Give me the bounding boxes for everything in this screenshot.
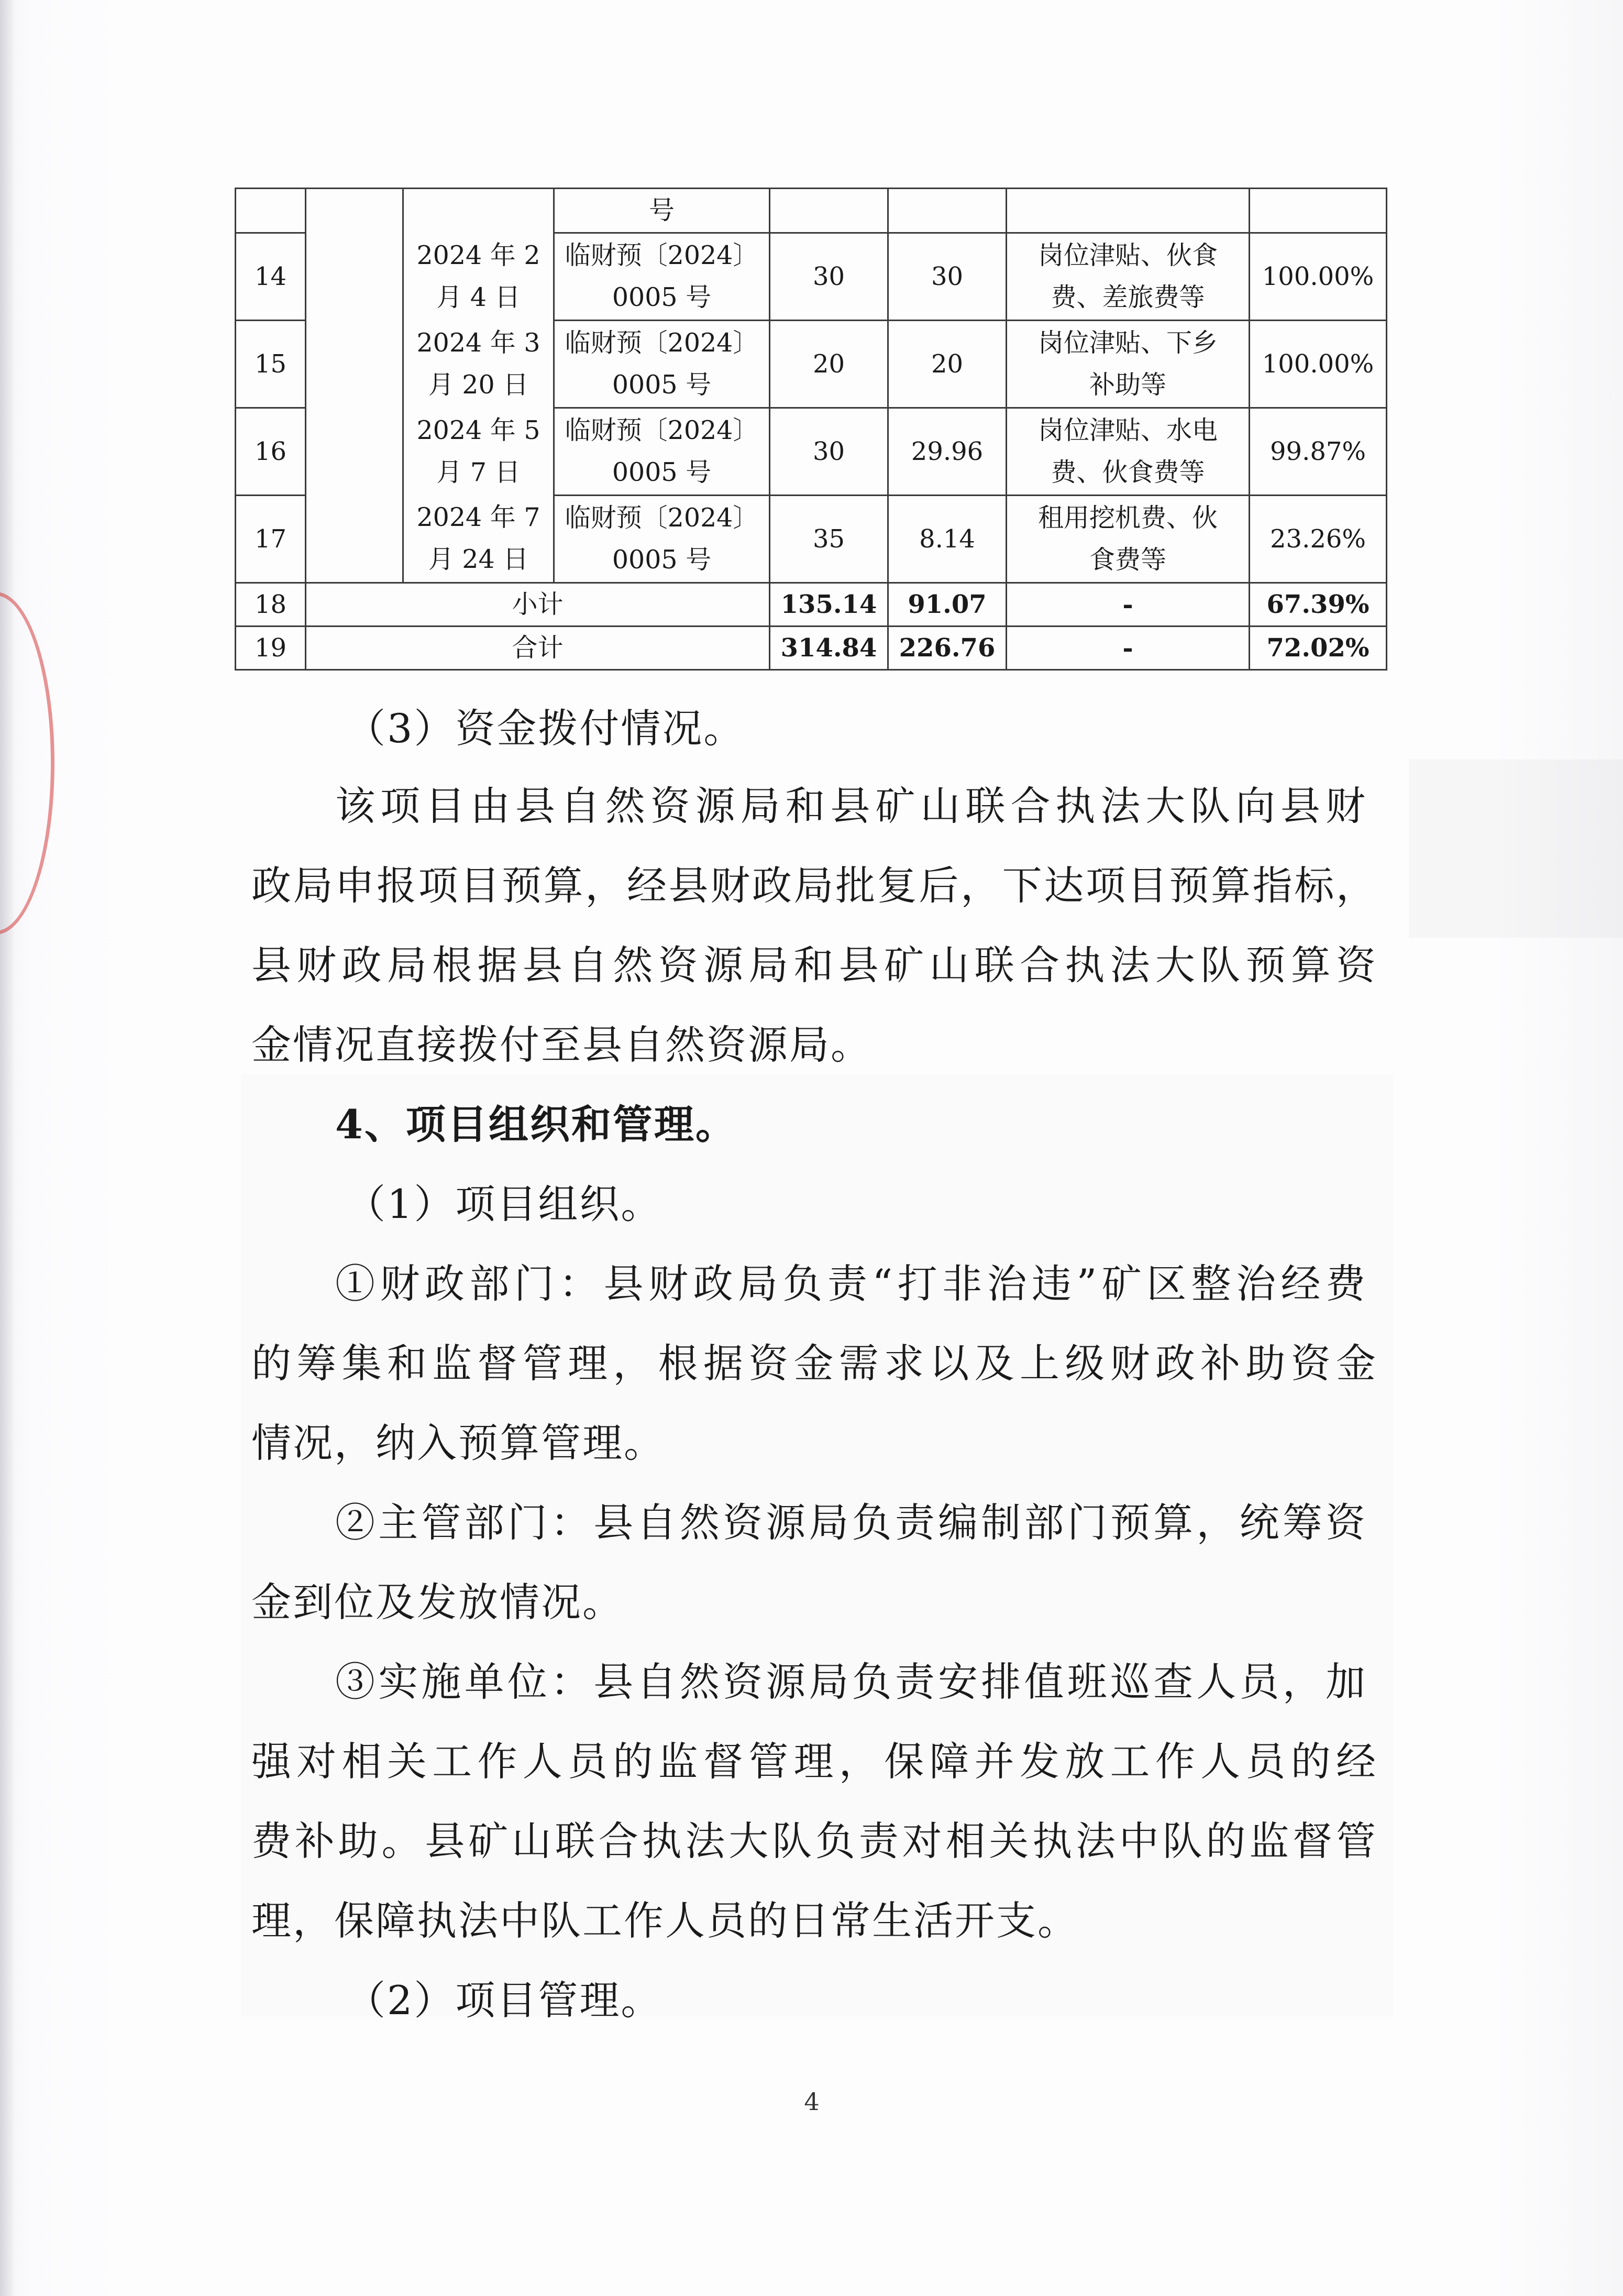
- cell-budget: 30: [770, 408, 888, 496]
- cell-category: [306, 408, 403, 496]
- table-row-total: [236, 627, 1387, 670]
- cell-budget: 20: [770, 321, 888, 408]
- cell-doc: [554, 408, 770, 496]
- table-row-continued: [236, 189, 1387, 233]
- cell-rate: 99.87%: [1250, 408, 1387, 496]
- use-line2: 费、伙食费等: [1051, 457, 1205, 487]
- cell-spent: 30: [888, 233, 1007, 321]
- show-through-table: [1409, 760, 1623, 938]
- cell-budget: 314.84: [770, 627, 888, 670]
- paragraph-line: ③实施单位：县自然资源局负责安排值班巡查人员，加: [335, 1658, 1367, 1705]
- paragraph-line: ②主管部门：县自然资源局负责编制部门预算，统筹资: [335, 1499, 1367, 1546]
- cell-rate: [1250, 189, 1387, 233]
- cell-use: [1007, 408, 1250, 496]
- cell-date: [403, 233, 554, 321]
- cell-budget: 30: [770, 233, 888, 321]
- doc-line1: 临财预〔2024〕: [565, 240, 759, 270]
- paragraph-line: 金到位及发放情况。: [251, 1579, 624, 1625]
- cell-category: [306, 189, 403, 233]
- cell-use: -: [1007, 627, 1250, 670]
- cell-spent: 226.76: [888, 627, 1007, 670]
- paragraph-line: 金情况直接拨付至县自然资源局。: [251, 1021, 872, 1068]
- paragraph-line: 费补助。县矿山联合执法大队负责对相关执法中队的监督管: [251, 1818, 1377, 1864]
- paragraph-line: 的筹集和监督管理，根据资金需求以及上级财政补助资金: [251, 1340, 1377, 1387]
- cell-spent: [888, 189, 1007, 233]
- cell-date: [403, 408, 554, 496]
- cell-use: -: [1007, 583, 1250, 627]
- paragraph-line: 县财政局根据县自然资源局和县矿山联合执法大队预算资: [251, 942, 1377, 988]
- cell-doc: [554, 233, 770, 321]
- cell-spent: 20: [888, 321, 1007, 408]
- date-line2: 月 20 日: [428, 370, 529, 400]
- use-line2: 费、差旅费等: [1051, 282, 1205, 312]
- table-row: [236, 233, 1387, 321]
- subtotal-label: 小计: [306, 583, 770, 627]
- cell-use: [1007, 233, 1250, 321]
- cell-category: [306, 321, 403, 408]
- cell-category: [306, 496, 403, 583]
- use-line2: 食费等: [1089, 545, 1166, 575]
- cell-doc: 号: [554, 189, 770, 233]
- table-row: [236, 496, 1387, 583]
- cell-doc: [554, 321, 770, 408]
- cell-rate: 67.39%: [1250, 583, 1387, 627]
- cell-no: 14: [236, 233, 306, 321]
- subsection-2-title: （2）项目管理。: [346, 1977, 663, 2024]
- doc-line1: 临财预〔2024〕: [565, 415, 759, 445]
- cell-no: [236, 189, 306, 233]
- cell-date: [403, 496, 554, 583]
- subsection-1-title: （1）项目组织。: [346, 1181, 663, 1227]
- table-row: [236, 321, 1387, 408]
- cell-budget: [770, 189, 888, 233]
- cell-no: 19: [236, 627, 306, 670]
- cell-use: [1007, 189, 1250, 233]
- paragraph-line: 情况，纳入预算管理。: [251, 1420, 665, 1466]
- date-line1: 2024 年 3: [416, 328, 540, 358]
- cell-doc: [554, 496, 770, 583]
- cell-rate: 100.00%: [1250, 321, 1387, 408]
- cell-spent: 29.96: [888, 408, 1007, 496]
- date-line2: 月 7 日: [436, 457, 521, 487]
- total-label: 合计: [306, 627, 770, 670]
- doc-line2: 0005 号: [612, 282, 712, 312]
- paragraph-line: ①财政部门：县财政局负责“打非治违”矿区整治经费: [335, 1260, 1367, 1307]
- cell-rate: 23.26%: [1250, 496, 1387, 583]
- use-line1: 租用挖机费、伙: [1037, 503, 1218, 533]
- cell-use: [1007, 496, 1250, 583]
- cell-use: [1007, 321, 1250, 408]
- date-line2: 月 4 日: [436, 282, 521, 312]
- cell-date: [403, 321, 554, 408]
- cell-budget: 135.14: [770, 583, 888, 627]
- paragraph-line: 政局申报项目预算，经县财政局批复后，下达项目预算指标，: [251, 862, 1377, 909]
- table-row: [236, 408, 1387, 496]
- paragraph-line: 该项目由县自然资源局和县矿山联合执法大队向县财: [335, 783, 1367, 829]
- doc-line2: 0005 号: [612, 457, 712, 487]
- date-line1: 2024 年 5: [416, 415, 540, 445]
- use-line1: 岗位津贴、伙食: [1037, 240, 1218, 270]
- fund-allocation-table: [235, 188, 1387, 671]
- cell-no: 15: [236, 321, 306, 408]
- section-4-heading: 4、项目组织和管理。: [335, 1101, 737, 1148]
- doc-line2: 0005 号: [612, 545, 712, 575]
- page-number: 4: [804, 2088, 820, 2116]
- cell-rate: 72.02%: [1250, 627, 1387, 670]
- section-3-title: （3）资金拨付情况。: [346, 705, 745, 752]
- cell-date: [403, 189, 554, 233]
- date-line1: 2024 年 7: [416, 502, 540, 533]
- cell-spent: 91.07: [888, 583, 1007, 627]
- doc-line1: 临财预〔2024〕: [565, 328, 759, 358]
- cell-spent: 8.14: [888, 496, 1007, 583]
- table-row-subtotal: [236, 583, 1387, 627]
- cell-no: 16: [236, 408, 306, 496]
- cell-no: 18: [236, 583, 306, 627]
- official-seal-fragment: [0, 592, 54, 935]
- use-line1: 岗位津贴、下乡: [1037, 328, 1218, 358]
- cell-rate: 100.00%: [1250, 233, 1387, 321]
- cell-category: [306, 233, 403, 321]
- date-line2: 月 24 日: [428, 544, 529, 575]
- scan-edge-shadow: [0, 0, 15, 2296]
- doc-line1: 临财预〔2024〕: [565, 503, 759, 533]
- paragraph-line: 强对相关工作人员的监督管理，保障并发放工作人员的经: [251, 1738, 1377, 1785]
- doc-line2: 0005 号: [612, 370, 712, 400]
- use-line2: 补助等: [1089, 370, 1166, 400]
- use-line1: 岗位津贴、水电: [1037, 415, 1218, 445]
- date-line1: 2024 年 2: [416, 240, 540, 270]
- cell-no: 17: [236, 496, 306, 583]
- cell-budget: 35: [770, 496, 888, 583]
- paragraph-line: 理，保障执法中队工作人员的日常生活开支。: [251, 1897, 1079, 1944]
